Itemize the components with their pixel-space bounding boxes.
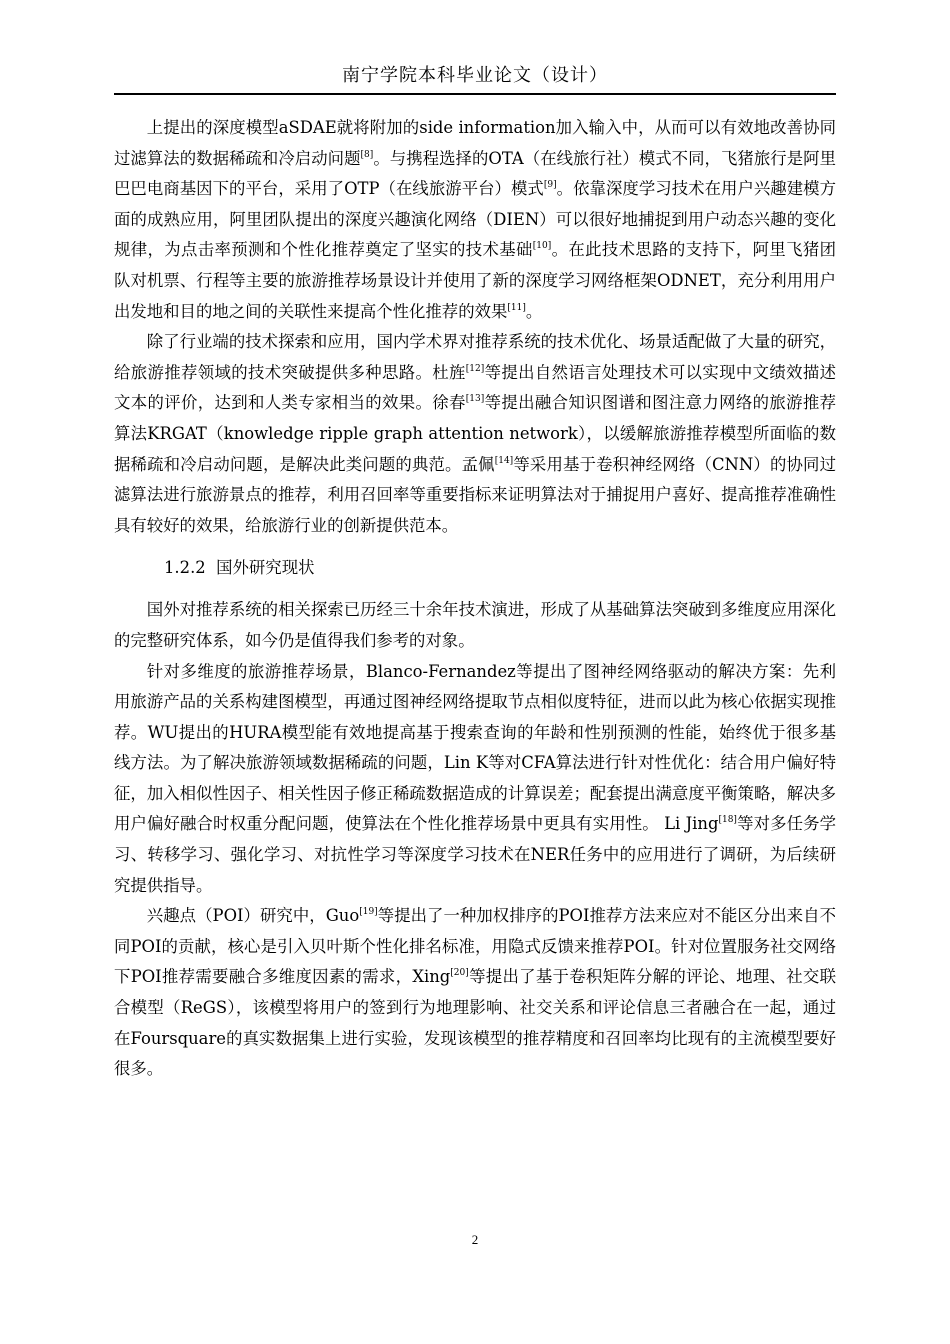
paragraph-2 <box>114 327 836 541</box>
text-run: 除了行业端的技术探索和应用，国内学术界对推荐系统的技术优化、场景适配做了大量的研究，给旅游推荐领域的技术突破提供多种思路。杜旌 <box>114 332 836 382</box>
text-run: 。与携程选择的OTA（在线旅行社）模式不同，飞猪旅行是阿里巴巴电商基因下的平台，采用了OTP（在线旅游平台）模式 <box>114 148 836 199</box>
text-run: 等提出了基于卷积矩阵分解的评论、地理、社交联合模型（ReGS），该模型将用户的签到行为地理影响、社交关系和评论信息三者融合在一起，通过在Foursquare的真实数据集上进行实验，发现该模型的推荐精度和召回率均比现有的主流模型要好很多。 <box>114 967 836 1079</box>
text-run: 。在此技术思路的支持下，阿里飞猪团队对机票、行程等主要的旅游推荐场景设计并使用了新的深度学习网络框架ODNET，充分利用用户出发地和目的地之间的关联性来提高个性化推荐的效果 <box>114 240 837 321</box>
text-run: 等提出自然语言处理技术可以实现中文绩效描述文本的评价，达到和人类专家相当的效果。徐春 <box>114 362 837 413</box>
paragraph-4 <box>114 657 836 902</box>
paragraph-3 <box>114 595 836 656</box>
citation-ref: [10] <box>532 241 552 252</box>
page-number: 2 <box>471 1232 479 1247</box>
citation-ref: [18] <box>718 815 737 826</box>
citation-ref: [14] <box>494 455 514 466</box>
citation-ref: [8] <box>360 149 374 160</box>
text-run: 上提出的深度模型aSDAE就将附加的side information加入输入中，从而可以有效地改善协同过滤算法的数据稀疏和冷启动问题 <box>114 118 836 168</box>
text-run: 针对多维度的旅游推荐场景，Blanco-Fernandez等提出了图神经网络驱动的解决方案：先利用旅游产品的关系构建图模型，再通过图神经网络提取节点相似度特征，进而以此为核心依据实现推荐。WU提出的HURA模型能有效地提高基于搜索查询的年龄和性别预测的性能，始终优于很多基线方法。为了解决旅游领域数据稀疏的问题，Lin K等对CFA算法进行针对性优化：结合用户偏好特征，加入相似性因子、相关性因子修正稀疏数据造成的计算误差；配套提出满意度平衡策略，解决多用户偏好融合时权重分配问题，使算法在个性化推荐场景中更具有实用性。 Li Jing <box>114 661 836 834</box>
paragraph-1 <box>114 113 836 327</box>
text-run: 兴趣点（POI）研究中，Guo <box>146 906 360 926</box>
text-run: 等提出了一种加权排序的POI推荐方法来应对不能区分出来自不同POI的贡献，核心是引入贝叶斯个性化排名标准，用隐式反馈来推荐POI。针对位置服务社交网络下POI推荐需要融合多维度因素的需求，Xing <box>114 906 836 987</box>
section-heading <box>164 552 836 584</box>
citation-ref: [11] <box>507 302 526 313</box>
text-run: 等采用基于卷积神经网络（CNN）的协同过滤算法进行旅游景点的推荐，利用召回率等重要指标来证明算法对于捕捉用户喜好、提高推荐准确性具有较好的效果，给旅游行业的创新提供范本。 <box>114 454 836 535</box>
text-run: 等提出融合知识图谱和图注意力网络的旅游推荐算法KRGAT（knowledge ripple graph attention network），以缓解旅游推荐模型所面临的数据稀疏和冷启动问题，是解决此类问题的典范。孟佩 <box>114 393 837 474</box>
paragraph-5 <box>114 901 836 1085</box>
body-text <box>114 113 836 1085</box>
text-run: 等对多任务学习、转移学习、强化学习、对抗性学习等深度学习技术在NER任务中的应用进行了调研，为后续研究提供指导。 <box>114 814 837 895</box>
text-run: 。依靠深度学习技术在用户兴趣建模方面的成熟应用，阿里团队提出的深度兴趣演化网络（DIEN）可以很好地捕捉到用户动态兴趣的变化规律，为点击率预测和个性化推荐奠定了坚实的技术基础 <box>114 179 837 260</box>
section-title: 国外研究现状 <box>216 558 315 578</box>
citation-ref: [19] <box>359 907 378 918</box>
citation-ref: [9] <box>543 180 557 191</box>
page-header: 南宁学院本科毕业论文（设计） <box>342 65 608 86</box>
text-run: 。 <box>525 301 543 321</box>
text-run: 国外对推荐系统的相关探索已历经三十余年技术演进，形成了从基础算法突破到多维度应用深化的完整研究体系，如今仍是值得我们参考的对象。 <box>114 600 836 650</box>
citation-ref: [20] <box>450 968 469 979</box>
citation-ref: [12] <box>465 363 485 374</box>
citation-ref: [13] <box>465 394 485 405</box>
header-rule <box>114 93 836 95</box>
section-number: 1.2.2 <box>164 558 206 578</box>
